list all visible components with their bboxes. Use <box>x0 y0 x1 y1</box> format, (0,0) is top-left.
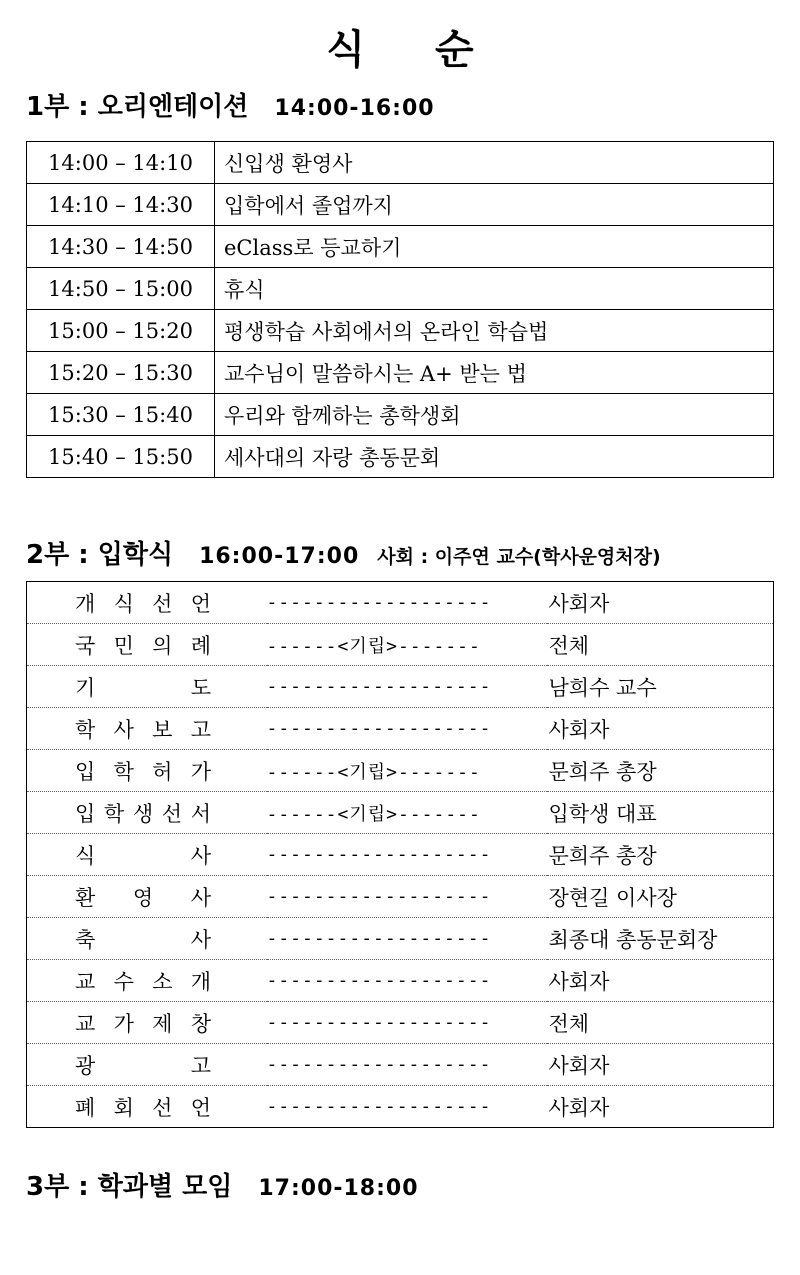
session-time: 14:30 – 14:50 <box>27 226 215 268</box>
dash-leader: ------------------- <box>267 708 547 750</box>
part1-heading <box>26 86 435 123</box>
program-item <box>27 1044 267 1086</box>
session-time: 14:10 – 14:30 <box>27 184 215 226</box>
session-time: 15:30 – 15:40 <box>27 394 215 436</box>
table-row <box>27 352 774 394</box>
table-row <box>27 876 774 918</box>
program-presenter: 전체 <box>547 1002 774 1044</box>
program-item-text: 광 고 <box>75 1053 211 1078</box>
page-title: 식 순 <box>326 27 502 73</box>
program-item <box>27 708 267 750</box>
dash-leader: ------------------- <box>267 1044 547 1086</box>
dash-leader: ------------------- <box>267 1002 547 1044</box>
part3-label: 3부 : 학과별 모임 <box>26 1172 233 1202</box>
dash-leader: ------------------- <box>267 582 547 624</box>
program-item-text: 입 학 허 가 <box>75 759 211 784</box>
session-time: 15:20 – 15:30 <box>27 352 215 394</box>
program-item <box>27 750 267 792</box>
table-row <box>27 834 774 876</box>
session-title: 입학에서 졸업까지 <box>215 184 774 226</box>
program-item <box>27 624 267 666</box>
table-row <box>27 394 774 436</box>
session-title: eClass로 등교하기 <box>215 226 774 268</box>
table-row <box>27 750 774 792</box>
dash-leader: ------------------- <box>267 960 547 1002</box>
table-row <box>27 582 774 624</box>
program-item-text: 개 식 선 언 <box>75 591 211 616</box>
ceremony-program-table <box>26 581 774 1128</box>
table-row <box>27 1086 774 1128</box>
orientation-schedule-table <box>26 141 774 478</box>
program-presenter: 사회자 <box>547 960 774 1002</box>
table-row <box>27 1044 774 1086</box>
dash-leader: ------------------- <box>267 666 547 708</box>
program-presenter: 문희주 총장 <box>547 834 774 876</box>
session-time: 15:00 – 15:20 <box>27 310 215 352</box>
session-title: 휴식 <box>215 268 774 310</box>
program-item-text: 기 도 <box>75 675 211 700</box>
part2-mc: 사회 : 이주연 교수(학사운영처장) <box>377 546 661 568</box>
part2-heading <box>26 534 661 571</box>
table-row <box>27 184 774 226</box>
table-row <box>27 624 774 666</box>
table-row <box>27 310 774 352</box>
session-title: 세사대의 자랑 총동문회 <box>215 436 774 478</box>
program-item-text: 식 사 <box>75 843 211 868</box>
session-time: 15:40 – 15:50 <box>27 436 215 478</box>
table-row <box>27 268 774 310</box>
dash-leader: ------------------- <box>266 1096 492 1117</box>
program-item <box>27 1002 267 1044</box>
program-item-text: 학 사 보 고 <box>75 717 211 742</box>
program-item-text: 국 민 의 례 <box>75 633 211 658</box>
dash-leader: ------<기립>------- <box>267 792 547 834</box>
table-row <box>27 436 774 478</box>
program-item <box>27 876 267 918</box>
program-presenter: 문희주 총장 <box>547 750 774 792</box>
program-item-text: 축 사 <box>75 927 211 952</box>
program-item <box>27 960 267 1002</box>
part1-time: 14:00-16:00 <box>274 96 435 121</box>
program-item <box>27 1086 267 1128</box>
session-title: 우리와 함께하는 총학생회 <box>215 394 774 436</box>
table-row <box>27 792 774 834</box>
table-row <box>27 960 774 1002</box>
program-item-text: 폐 회 선 언 <box>75 1095 211 1120</box>
program-presenter: 사회자 <box>548 1095 610 1120</box>
program-presenter: 사회자 <box>547 708 774 750</box>
part2-time: 16:00-17:00 <box>199 544 360 569</box>
dash-leader: ------<기립>------- <box>267 624 547 666</box>
session-time: 14:50 – 15:00 <box>27 268 215 310</box>
table-row <box>27 1002 774 1044</box>
program-presenter: 입학생 대표 <box>547 792 774 834</box>
table-row <box>27 142 774 184</box>
dash-leader: ------------------- <box>267 834 547 876</box>
session-title: 평생학습 사회에서의 온라인 학습법 <box>215 310 774 352</box>
program-item <box>27 666 267 708</box>
part3-time: 17:00-18:00 <box>258 1176 419 1201</box>
session-title: 신입생 환영사 <box>215 142 774 184</box>
program-presenter: 최종대 총동문회장 <box>547 918 774 960</box>
program-item <box>27 582 267 624</box>
part2-label: 2부 : 입학식 <box>26 540 174 570</box>
program-presenter: 사회자 <box>547 582 774 624</box>
program-item-text: 입 학 생 선 서 <box>75 801 211 826</box>
program-item <box>27 834 267 876</box>
program-presenter: 전체 <box>547 624 774 666</box>
dash-leader: ------<기립>------- <box>267 750 547 792</box>
dash-leader: ------------------- <box>267 918 547 960</box>
program-item <box>27 918 267 960</box>
program-presenter: 남희수 교수 <box>547 666 774 708</box>
part3-heading <box>26 1166 419 1203</box>
program-item-text: 환 영 사 <box>75 885 211 910</box>
table-row <box>27 226 774 268</box>
program-item-text: 교 수 소 개 <box>75 969 211 994</box>
table-row <box>27 666 774 708</box>
dash-leader: ------------------- <box>267 876 547 918</box>
program-item <box>27 792 267 834</box>
table-row <box>27 708 774 750</box>
program-presenter: 사회자 <box>547 1044 774 1086</box>
program-presenter: 장현길 이사장 <box>547 876 774 918</box>
program-item-text: 교 가 제 창 <box>75 1011 211 1036</box>
session-title: 교수님이 말씀하시는 A+ 받는 법 <box>215 352 774 394</box>
table-row <box>27 918 774 960</box>
part1-label: 1부 : 오리엔테이션 <box>26 92 249 122</box>
session-time: 14:00 – 14:10 <box>27 142 215 184</box>
